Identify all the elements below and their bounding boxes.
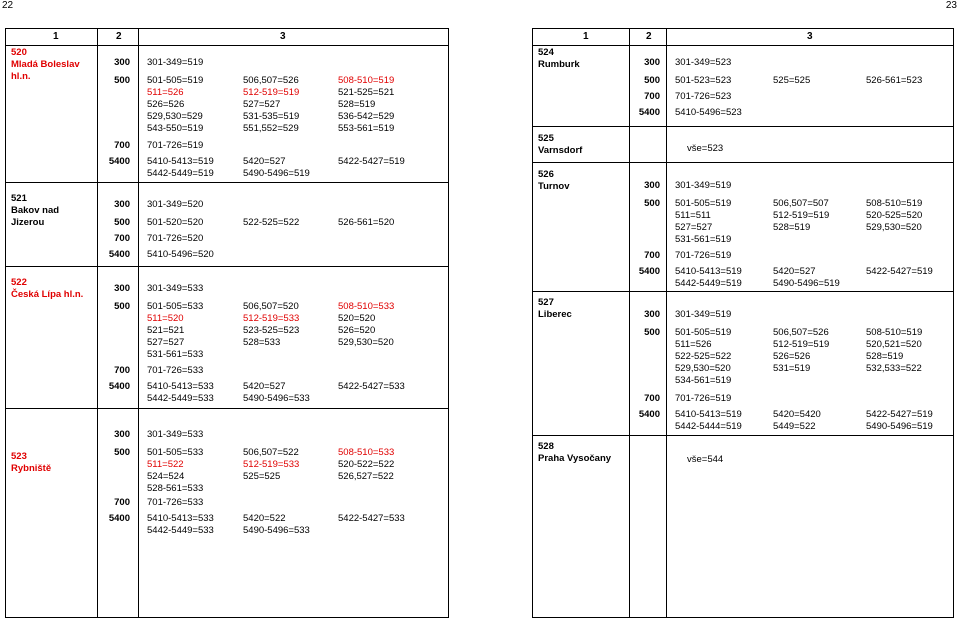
mapping-cell: 5410-5496=520 <box>147 249 214 260</box>
mapping-cell: 301-349=520 <box>147 199 204 210</box>
station-name: 525 Varnsdorf <box>538 133 583 156</box>
column-divider <box>97 29 98 617</box>
mapping-cell: 5449=522 <box>773 421 816 432</box>
mapping-cell: 526,527=522 <box>338 471 394 482</box>
mapping-cell: 701-726=533 <box>147 497 204 508</box>
station-divider <box>6 408 448 409</box>
mapping-cell: 529,530=529 <box>147 111 203 122</box>
mapping-cell: 701-726=520 <box>147 233 204 244</box>
code-cell: 700 <box>644 250 660 261</box>
mapping-cell: 526-561=520 <box>338 217 395 228</box>
page-number-right: 23 <box>945 0 957 11</box>
station-name: 520 Mladá Boleslav hl.n. <box>11 47 80 82</box>
code-cell: 500 <box>114 301 130 312</box>
mapping-cell: 508-510=533 <box>338 301 395 312</box>
mapping-cell: 529,530=520 <box>866 222 922 233</box>
mapping-cell: 520-525=520 <box>866 210 923 221</box>
code-cell: 300 <box>644 57 660 68</box>
mapping-cell: 5422-5427=519 <box>866 266 933 277</box>
col-header-2: 2 <box>646 31 652 42</box>
code-cell: 500 <box>114 217 130 228</box>
page-number-left: 22 <box>2 0 14 11</box>
mapping-cell: 531-561=519 <box>675 234 732 245</box>
code-cell: 300 <box>114 283 130 294</box>
mapping-cell: 525=525 <box>773 75 811 86</box>
code-cell: 700 <box>114 140 130 151</box>
station-name: 524 Rumburk <box>538 47 580 70</box>
mapping-cell: vše=523 <box>687 143 724 154</box>
code-cell: 300 <box>114 199 130 210</box>
mapping-cell: 528=533 <box>243 337 281 348</box>
code-cell: 500 <box>114 75 130 86</box>
mapping-cell: 501-505=533 <box>147 447 204 458</box>
mapping-cell: 531-535=519 <box>243 111 300 122</box>
mapping-cell: 527=527 <box>147 337 185 348</box>
mapping-cell: 5410-5413=533 <box>147 513 214 524</box>
mapping-cell: vše=544 <box>687 454 724 465</box>
col-header-3: 3 <box>280 31 286 42</box>
mapping-cell: 301-349=533 <box>147 283 204 294</box>
mapping-cell: 526=526 <box>147 99 185 110</box>
mapping-cell: 301-349=519 <box>675 180 732 191</box>
code-cell: 500 <box>644 75 660 86</box>
mapping-cell: 5490-5496=519 <box>866 421 933 432</box>
station-name: 521 Bakov nad Jizerou <box>11 193 60 228</box>
mapping-cell: 5410-5413=533 <box>147 381 214 392</box>
mapping-cell: 5420=527 <box>243 381 286 392</box>
left-table <box>5 28 449 618</box>
mapping-cell: 5442-5449=519 <box>675 278 742 289</box>
mapping-cell: 5420=527 <box>243 156 286 167</box>
mapping-cell: 5410-5496=523 <box>675 107 742 118</box>
station-divider <box>533 162 953 163</box>
code-cell: 5400 <box>108 381 130 392</box>
mapping-cell: 506,507=520 <box>243 301 299 312</box>
code-cell: 5400 <box>638 266 660 277</box>
station-name: 528 Praha Vysočany <box>538 441 612 464</box>
mapping-cell: 512-519=533 <box>243 313 300 324</box>
mapping-cell: 536-542=529 <box>338 111 395 122</box>
mapping-cell: 508-510=519 <box>338 75 395 86</box>
mapping-cell: 528-561=533 <box>147 483 204 494</box>
mapping-cell: 5420=5420 <box>773 409 821 420</box>
mapping-cell: 5490-5496=533 <box>243 525 310 536</box>
col-header-1: 1 <box>583 31 589 42</box>
col-header-1: 1 <box>53 31 59 42</box>
code-cell: 300 <box>644 180 660 191</box>
right-table <box>532 28 954 618</box>
mapping-cell: 522-525=522 <box>675 351 732 362</box>
station-divider <box>533 291 953 292</box>
code-cell: 300 <box>114 57 130 68</box>
column-divider <box>138 29 139 617</box>
mapping-cell: 5422-5427=519 <box>338 156 405 167</box>
col-header-2: 2 <box>116 31 122 42</box>
mapping-cell: 508-510=533 <box>338 447 395 458</box>
mapping-cell: 553-561=519 <box>338 123 395 134</box>
mapping-cell: 301-349=519 <box>675 309 732 320</box>
mapping-cell: 529,530=520 <box>338 337 394 348</box>
code-cell: 5400 <box>108 249 130 260</box>
mapping-cell: 501-505=519 <box>147 75 204 86</box>
code-cell: 700 <box>114 497 130 508</box>
code-cell: 300 <box>114 429 130 440</box>
code-cell: 500 <box>644 198 660 209</box>
mapping-cell: 524=524 <box>147 471 185 482</box>
mapping-cell: 701-726=523 <box>675 91 732 102</box>
mapping-cell: 501-520=520 <box>147 217 204 228</box>
code-cell: 5400 <box>638 409 660 420</box>
mapping-cell: 5420=527 <box>773 266 816 277</box>
code-cell: 300 <box>644 309 660 320</box>
mapping-cell: 543-550=519 <box>147 123 204 134</box>
mapping-cell: 5442-5444=519 <box>675 421 742 432</box>
mapping-cell: 528=519 <box>338 99 376 110</box>
mapping-cell: 512-519=533 <box>243 459 300 470</box>
mapping-cell: 511=511 <box>675 210 711 221</box>
mapping-cell: 501-505=533 <box>147 301 204 312</box>
mapping-cell: 506,507=507 <box>773 198 829 209</box>
mapping-cell: 5422-5427=519 <box>866 409 933 420</box>
table-header <box>533 29 953 46</box>
station-name: 522 Česká Lípa hl.n. <box>11 277 84 300</box>
mapping-cell: 521=521 <box>147 325 185 336</box>
mapping-cell: 5410-5413=519 <box>675 266 742 277</box>
mapping-cell: 5422-5427=533 <box>338 381 405 392</box>
mapping-cell: 301-349=523 <box>675 57 732 68</box>
mapping-cell: 520-522=522 <box>338 459 395 470</box>
mapping-cell: 526-561=523 <box>866 75 923 86</box>
mapping-cell: 501-523=523 <box>675 75 732 86</box>
mapping-cell: 526=520 <box>338 325 376 336</box>
mapping-cell: 522-525=522 <box>243 217 300 228</box>
mapping-cell: 5422-5427=533 <box>338 513 405 524</box>
column-divider <box>629 29 630 617</box>
code-cell: 700 <box>114 233 130 244</box>
column-divider <box>666 29 667 617</box>
mapping-cell: 5442-5449=533 <box>147 525 214 536</box>
col-header-3: 3 <box>807 31 813 42</box>
station-divider <box>6 266 448 267</box>
mapping-cell: 531=519 <box>773 363 811 374</box>
mapping-cell: 501-505=519 <box>675 198 732 209</box>
station-divider <box>533 126 953 127</box>
mapping-cell: 520=520 <box>338 313 376 324</box>
mapping-cell: 526=526 <box>773 351 811 362</box>
mapping-cell: 511=520 <box>147 313 184 324</box>
mapping-cell: 5490-5496=519 <box>243 168 310 179</box>
mapping-cell: 528=519 <box>866 351 904 362</box>
mapping-cell: 5410-5413=519 <box>147 156 214 167</box>
mapping-cell: 523-525=523 <box>243 325 300 336</box>
mapping-cell: 701-726=533 <box>147 365 204 376</box>
mapping-cell: 525=525 <box>243 471 281 482</box>
mapping-cell: 701-726=519 <box>147 140 204 151</box>
code-cell: 5400 <box>108 156 130 167</box>
mapping-cell: 520,521=520 <box>866 339 922 350</box>
mapping-cell: 534-561=519 <box>675 375 732 386</box>
station-divider <box>6 182 448 183</box>
mapping-cell: 551,552=529 <box>243 123 299 134</box>
station-divider <box>533 435 953 436</box>
code-cell: 5400 <box>638 107 660 118</box>
mapping-cell: 512-519=519 <box>243 87 300 98</box>
mapping-cell: 528=519 <box>773 222 811 233</box>
mapping-cell: 506,507=526 <box>243 75 299 86</box>
mapping-cell: 5442-5449=533 <box>147 393 214 404</box>
mapping-cell: 521-525=521 <box>338 87 395 98</box>
mapping-cell: 506,507=522 <box>243 447 299 458</box>
mapping-cell: 5490-5496=533 <box>243 393 310 404</box>
code-cell: 500 <box>114 447 130 458</box>
mapping-cell: 5490-5496=519 <box>773 278 840 289</box>
mapping-cell: 511=522 <box>147 459 184 470</box>
mapping-cell: 512-519=519 <box>773 339 830 350</box>
station-name: 526 Turnov <box>538 169 570 192</box>
mapping-cell: 511=526 <box>147 87 184 98</box>
mapping-cell: 512-519=519 <box>773 210 830 221</box>
table-header <box>6 29 448 46</box>
code-cell: 500 <box>644 327 660 338</box>
mapping-cell: 501-505=519 <box>675 327 732 338</box>
code-cell: 700 <box>644 393 660 404</box>
mapping-cell: 508-510=519 <box>866 198 923 209</box>
mapping-cell: 508-510=519 <box>866 327 923 338</box>
mapping-cell: 531-561=533 <box>147 349 204 360</box>
mapping-cell: 527=527 <box>243 99 281 110</box>
code-cell: 700 <box>114 365 130 376</box>
mapping-cell: 301-349=519 <box>147 57 204 68</box>
station-name: 527 Liberec <box>538 297 572 320</box>
mapping-cell: 701-726=519 <box>675 250 732 261</box>
mapping-cell: 5442-5449=519 <box>147 168 214 179</box>
mapping-cell: 5410-5413=519 <box>675 409 742 420</box>
mapping-cell: 5420=522 <box>243 513 286 524</box>
mapping-cell: 701-726=519 <box>675 393 732 404</box>
station-name: 523 Rybniště <box>11 451 52 474</box>
mapping-cell: 506,507=526 <box>773 327 829 338</box>
mapping-cell: 511=526 <box>675 339 712 350</box>
mapping-cell: 532,533=522 <box>866 363 922 374</box>
mapping-cell: 529,530=520 <box>675 363 731 374</box>
mapping-cell: 301-349=533 <box>147 429 204 440</box>
mapping-cell: 527=527 <box>675 222 713 233</box>
code-cell: 700 <box>644 91 660 102</box>
code-cell: 5400 <box>108 513 130 524</box>
